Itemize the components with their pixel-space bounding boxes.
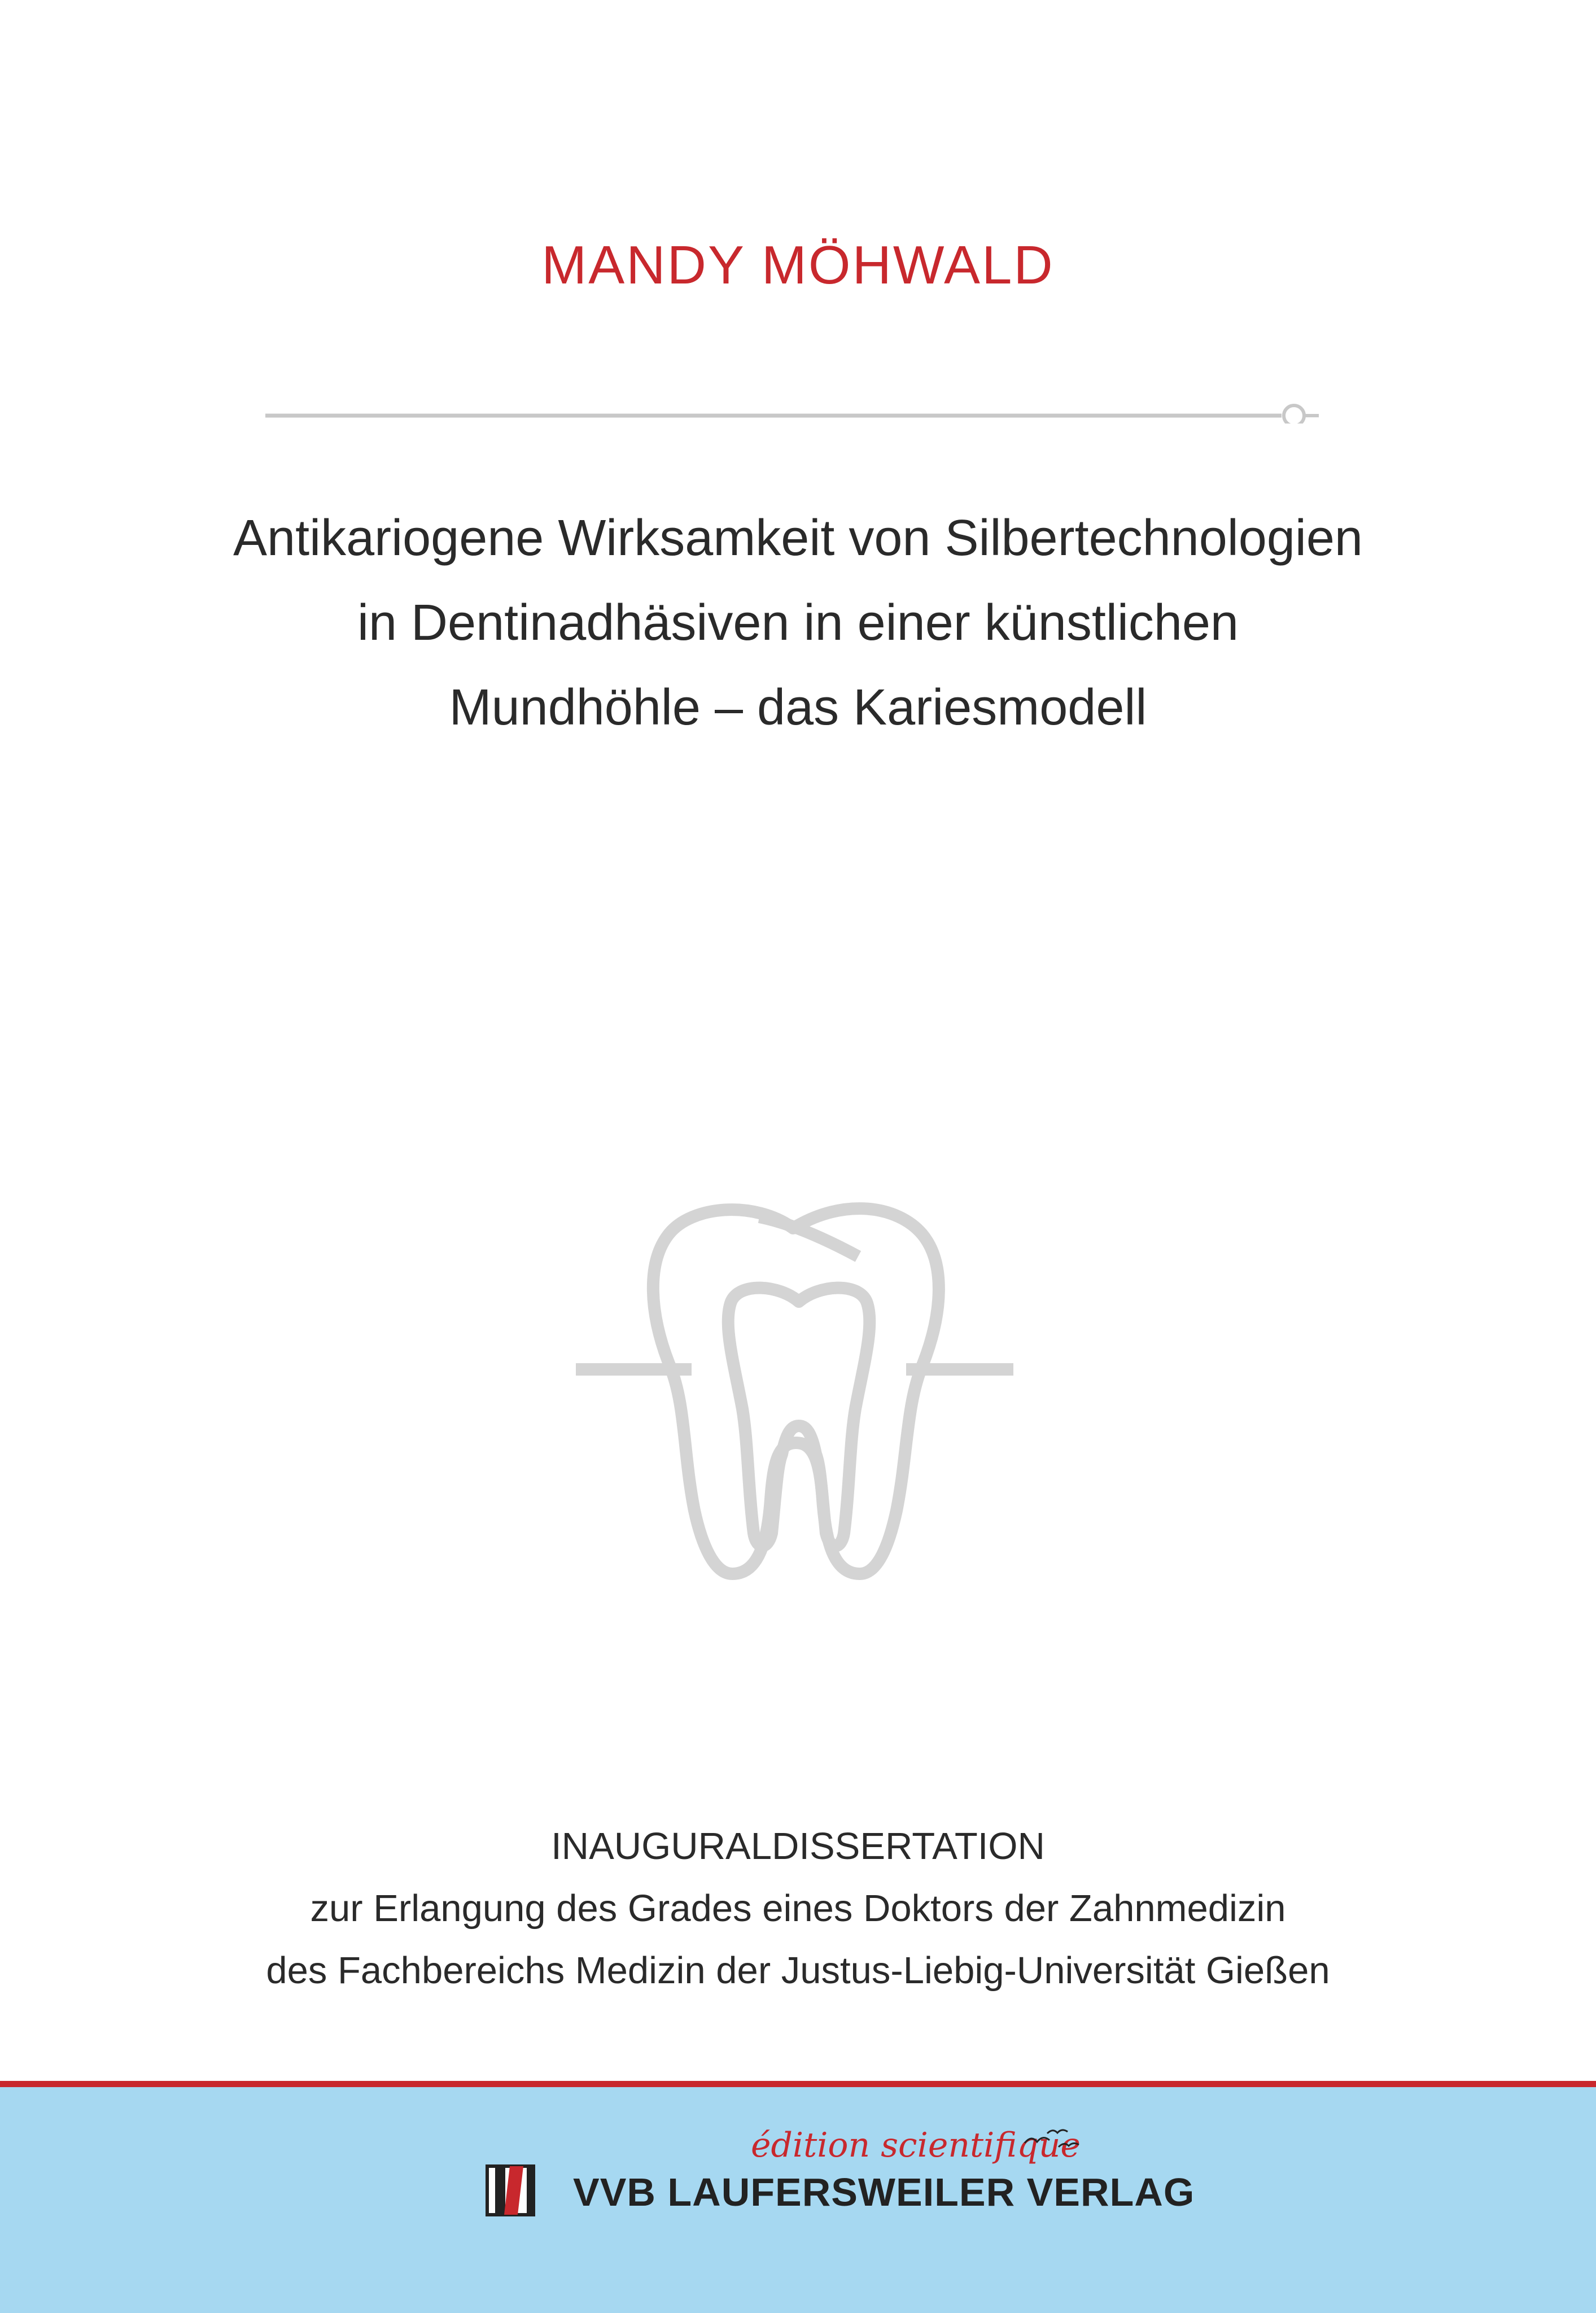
title-line-2: in Dentinadhäsiven in einer künstlichen (357, 595, 1239, 651)
footer-accent-line (0, 2081, 1596, 2087)
degree-line-1: zur Erlangung des Grades eines Doktors der Zahnmedizin (310, 1887, 1286, 1930)
edition-label: édition scientifique (751, 2126, 1081, 2165)
birds-icon (1019, 2123, 1081, 2157)
degree-line-2: des Fachbereichs Medizin der Justus-Liebig-Universität Gießen (266, 1949, 1330, 1992)
publisher-name: VVB LAUFERSWEILER VERLAG (573, 2170, 1195, 2214)
tooth-icon (573, 1194, 1025, 1590)
book-title (113, 496, 1483, 750)
title-line-1: Antikariogene Wirksamkeit von Silbertechnologien (233, 510, 1363, 566)
publisher-logo (483, 2123, 1195, 2225)
title-divider (265, 401, 1327, 424)
degree-type: INAUGURALDISSERTATION (551, 1825, 1045, 1867)
degree-statement (0, 1816, 1596, 2002)
title-line-3: Mundhöhle – das Kariesmodell (449, 679, 1147, 736)
author-name: MANDY MÖHWALD (541, 235, 1055, 295)
vvb-logo-icon (483, 2158, 545, 2220)
